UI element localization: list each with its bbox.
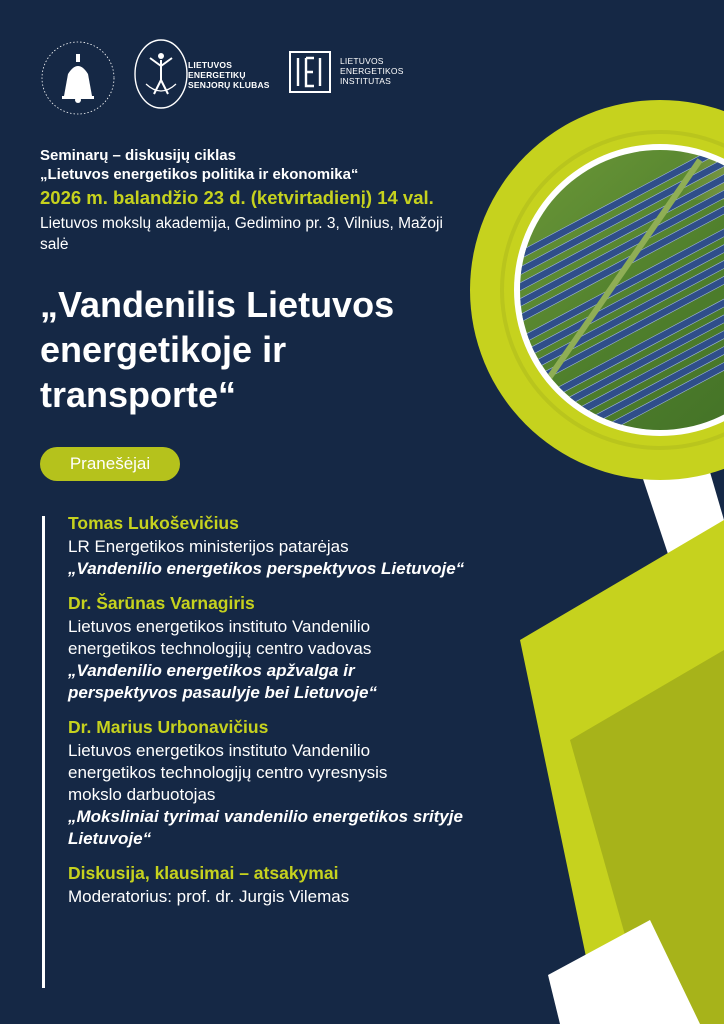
speaker-talk bbox=[68, 806, 588, 850]
club-logo-text bbox=[188, 60, 270, 90]
speaker-role bbox=[68, 616, 588, 660]
club-text-line: SENJORŲ KLUBAS bbox=[188, 80, 270, 90]
speaker-talk-line: perspektyvos pasaulyje bei Lietuvoje“ bbox=[68, 683, 377, 702]
speaker-talk-line: „Vandenilio energetikos perspektyvos Lietuvoje“ bbox=[68, 559, 465, 578]
discussion-title: Diskusija, klausimai – atsakymai bbox=[68, 863, 339, 883]
speaker-talk bbox=[68, 558, 588, 580]
main-title bbox=[40, 282, 510, 417]
speaker-item bbox=[68, 592, 588, 704]
title-line: transporte“ bbox=[40, 374, 237, 415]
speaker-role-line: Moderatorius: prof. dr. Jurgis Vilemas bbox=[68, 887, 350, 906]
speaker-item bbox=[68, 716, 588, 850]
academy-bell-logo bbox=[40, 40, 116, 116]
speaker-role-line: energetikos technologijų centro vyresnysis bbox=[68, 763, 388, 782]
speaker-role bbox=[68, 536, 588, 558]
speaker-role-line: Lietuvos energetikos instituto Vandenilio bbox=[68, 617, 371, 636]
speaker-role-line: LR Energetikos ministerijos patarėjas bbox=[68, 537, 349, 556]
logos bbox=[40, 36, 460, 116]
speakers-divider bbox=[42, 516, 45, 988]
speaker-talk-line: „Moksliniai tyrimai vandenilio energetikos srityje bbox=[68, 807, 463, 826]
speaker-item bbox=[68, 862, 588, 908]
series-title: „Lietuvos energetikos politika ir ekonomika“ bbox=[40, 166, 359, 183]
title-line: „Vandenilis Lietuvos bbox=[40, 284, 395, 325]
speaker-role-line: mokslo darbuotojas bbox=[68, 785, 216, 804]
speaker-talk bbox=[68, 660, 588, 704]
series-label: Seminarų – diskusijų ciklas bbox=[40, 147, 236, 164]
club-text-line: ENERGETIKŲ bbox=[188, 70, 246, 80]
speaker-name: Tomas Lukoševičius bbox=[68, 513, 239, 533]
title-line: energetikoje ir bbox=[40, 329, 287, 370]
speakers-list bbox=[68, 512, 588, 920]
club-text-line: LIETUVOS bbox=[188, 60, 233, 70]
event-info bbox=[40, 146, 510, 255]
speaker-role-line: energetikos technologijų centro vadovas bbox=[68, 639, 372, 658]
speaker-role bbox=[68, 740, 588, 806]
energy-institute-logo bbox=[288, 50, 332, 94]
moderator-line bbox=[68, 886, 588, 908]
speaker-role-line: Lietuvos energetikos instituto Vandenilio bbox=[68, 741, 371, 760]
speaker-item bbox=[68, 512, 588, 580]
institute-text-line: LIETUVOS bbox=[340, 56, 384, 66]
event-datetime: 2026 m. balandžio 23 d. (ketvirtadienį) 14 val. bbox=[40, 187, 434, 208]
speaker-talk-line: „Vandenilio energetikos apžvalga ir bbox=[68, 661, 355, 680]
institute-text-line: INSTITUTAS bbox=[340, 76, 391, 86]
institute-text-line: ENERGETIKOS bbox=[340, 66, 404, 76]
energy-seniors-club-logo bbox=[132, 36, 190, 112]
speaker-name: Dr. Marius Urbonavičius bbox=[68, 717, 269, 737]
institute-logo-text bbox=[340, 56, 404, 86]
speaker-name: Dr. Šarūnas Varnagiris bbox=[68, 593, 255, 613]
speakers-pill: Pranešėjai bbox=[40, 447, 180, 481]
event-venue: Lietuvos mokslų akademija, Gedimino pr. 3, Vilnius, Mažoji salė bbox=[40, 215, 443, 253]
speaker-talk-line: Lietuvoje“ bbox=[68, 829, 152, 848]
